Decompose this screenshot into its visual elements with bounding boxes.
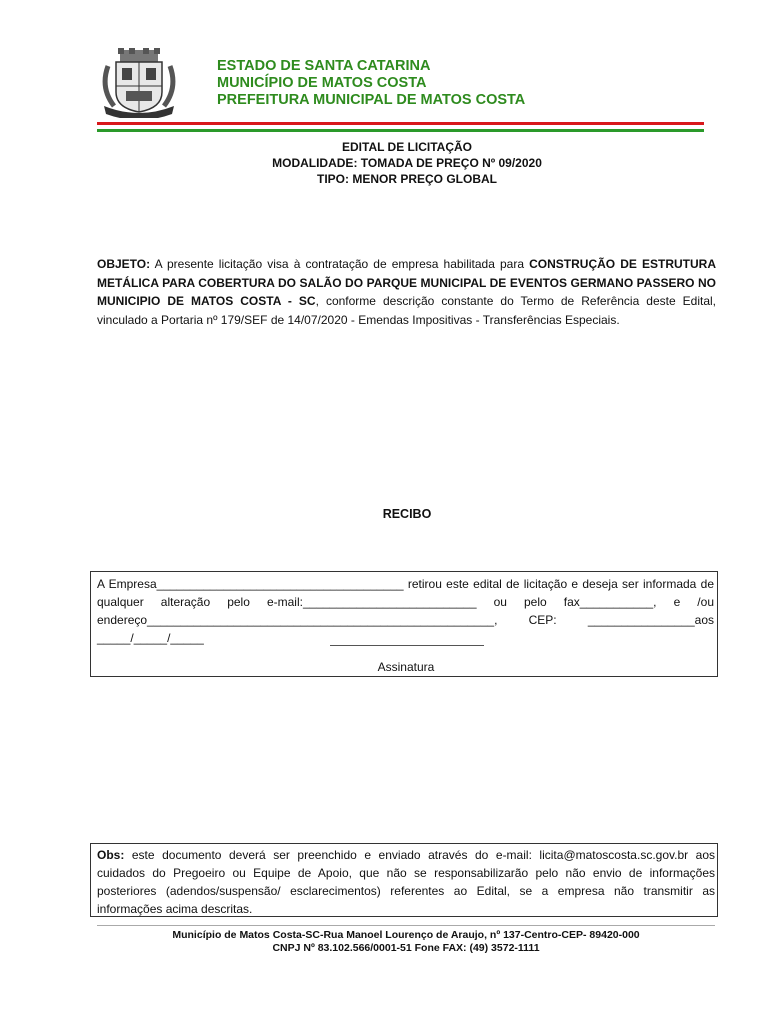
signature-label: Assinatura <box>377 660 435 674</box>
obs-label: Obs: <box>97 848 125 862</box>
header-municipality: MUNICÍPIO DE MATOS COSTA <box>217 75 427 91</box>
header-rule-red <box>97 122 704 125</box>
header-rule-green <box>97 129 704 132</box>
signature-line <box>330 645 484 646</box>
objeto-text-1: A presente licitação visa à contratação de empresa habilitada para <box>150 257 530 271</box>
title-edital: EDITAL DE LICITAÇÃO <box>342 140 472 154</box>
title-modalidade: MODALIDADE: TOMADA DE PREÇO Nº 09/2020 <box>272 156 542 170</box>
title-tipo: TIPO: MENOR PREÇO GLOBAL <box>317 172 497 186</box>
recibo-title: RECIBO <box>382 507 432 521</box>
obs-text: este documento deverá ser preenchido e enviado através do e-mail: licita@matoscosta.sc.gov.br aos cuidados do Pregoeiro ou Equipe de Apoio, que não se responsabilizarão pelo não envio de informações posteriores (adendos/suspensão/ esclarecimentos) referentes ao Edital, se a empresa não transmitir as informações acima descritas. <box>97 848 715 916</box>
footer-rule <box>97 925 715 926</box>
footer <box>97 929 715 955</box>
header-state: ESTADO DE SANTA CATARINA <box>217 58 431 74</box>
document-title <box>97 139 717 187</box>
objeto-bold-text: CONSTRUÇÃO DE ESTRUTURA METÁLICA PARA COBERTURA DO SALÃO DO PARQUE MUNICIPAL DE EVENTOS GERMANO PASSERO NO MUNICIPIO DE MATOS COSTA - SC <box>97 257 716 308</box>
objeto-label: OBJETO: <box>97 257 151 271</box>
footer-address: Município de Matos Costa-SC-Rua Manoel Lourenço de Araujo, nº 137-Centro-CEP- 89420-000 <box>172 929 640 941</box>
obs-paragraph <box>97 846 715 918</box>
footer-contact: CNPJ Nº 83.102.566/0001-51 Fone FAX: (49) 3572-1111 <box>272 942 540 954</box>
objeto-text-2: , conforme descrição constante do Termo de Referência deste Edital, vinculado a Portaria nº 179/SEF de 14/07/2020 - Emendas Impositivas - Transferências Especiais. <box>97 294 716 327</box>
header-block <box>217 58 525 109</box>
objeto-paragraph <box>97 255 716 329</box>
header-prefecture: PREFEITURA MUNICIPAL DE MATOS COSTA <box>217 92 526 108</box>
recibo-form-text[interactable]: A Empresa_____________________________________ retirou este edital de licitação e deseja ser informada de qualquer alteração pelo e-mail:__________________________ ou pelo fax___________, e /ou endereço____________________________________________________, CEP: ________________aos _____/_____/_____ <box>97 577 714 645</box>
municipal-coat-of-arms-icon <box>100 48 178 118</box>
